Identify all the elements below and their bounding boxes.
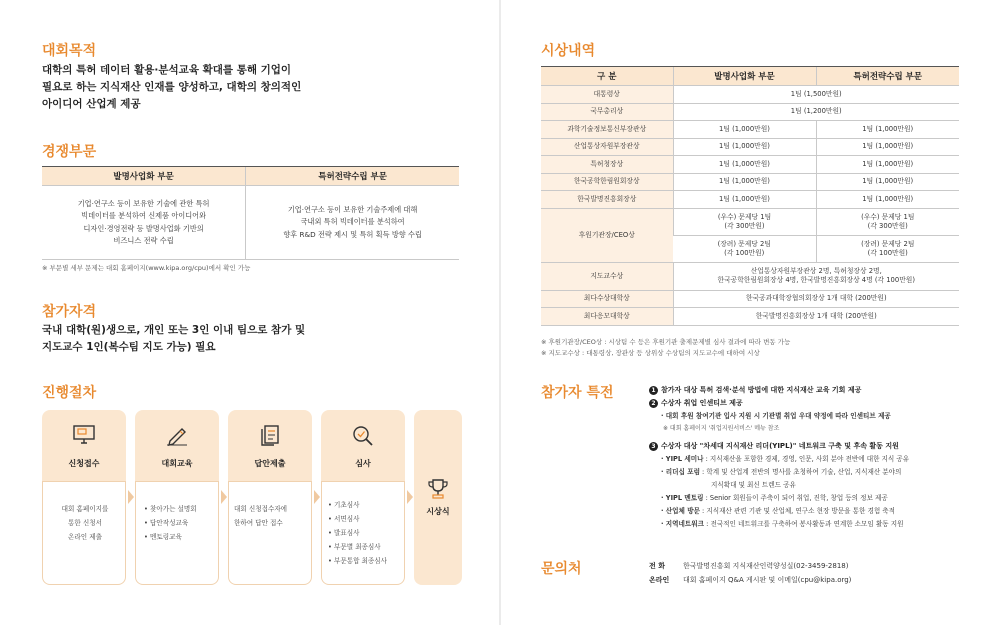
prizes-note: ※ 후원기관장/CEO상 : 시상팀 수 등은 후원기관 출제문제별 심사 결과에 따라 변동 가능 <box>541 338 791 346</box>
magnifier-icon <box>351 424 375 446</box>
table-row: (장려) 문제당 2팀 (각 100만원) (장려) 문제당 2팀 (각 100만원) <box>541 235 959 262</box>
categories-title: 경쟁부문 <box>42 144 97 160</box>
eligibility-text: 국내 대학(원)생으로, 개인 또는 3인 이내 팀으로 참가 및 지도교수 1인(복수팀 지도 가능) 필요 <box>42 324 306 353</box>
contact-title: 문의처 <box>541 561 582 577</box>
contact-info: 전 화 한국발명진흥회 지식재산인력양성실(02-3459-2818) 온라인 대회 홈페이지 Q&A 게시판 및 이메일(cpu@kipa.org) <box>649 562 852 584</box>
process-steps <box>42 410 462 585</box>
monitor-icon <box>72 424 96 446</box>
list-sub: · 산업체 방문 : 지식재산 관련 기관 및 산업체, 연구소 현장 방문을 통한 경험 축적 <box>661 507 896 515</box>
table-header: 특허전략수립 부문 <box>246 167 459 186</box>
table-row: 산업통상자원부장관상 1팀 (1,000만원) 1팀 (1,000만원) <box>541 138 959 156</box>
arrow-icon <box>221 490 227 504</box>
step-desc: • 찾아가는 설명회 • 답안작성교육 • 멘토링교육 <box>144 505 197 541</box>
eligibility-title: 참가자격 <box>42 304 97 320</box>
list-sub: · 대회 후원 참여기관 입사 지원 시 기관별 취업 우대 약정에 따라 인센티브 제공 <box>661 412 891 420</box>
table-cell: 기업·연구소 등이 보유한 기술주제에 대해 국내외 특허 빅데이터를 분석하여 향후 R&D 전략 제시 및 특허 획득 방향 수립 <box>246 186 459 260</box>
step-label: 신청접수 <box>68 459 100 468</box>
list-item: 3 수상자 대상 "차세대 지식재산 리더(YIPL)" 네트워크 구축 및 후속 활동 지원 <box>649 440 969 453</box>
trophy-icon <box>426 478 450 500</box>
arrow-icon <box>314 490 320 504</box>
step-label: 답안제출 <box>254 459 286 468</box>
step-submission <box>228 410 312 585</box>
purpose-text: 대학의 특허 데이터 활용·분석교육 확대를 통해 기업이 필요로 하는 지식재산 인재를 양성하고, 대학의 창의적인 아이디어 산업계 제공 <box>42 64 302 110</box>
table-row: 최다수상대학상 한국공과대학장협의회장상 1개 대학 (200만원) <box>541 290 959 308</box>
benefits-list <box>649 384 969 531</box>
prizes-note: ※ 지도교수상 : 대통령상, 장관상 등 상위상 수상팀의 지도교수에 대하여 시상 <box>541 349 760 357</box>
list-note: ※ 대회 홈페이지 '취업지원서비스' 메뉴 참조 <box>663 425 780 432</box>
table-row: 국무총리상 1팀 (1,200만원) <box>541 103 959 121</box>
list-item: 1 참가자 대상 특허 검색·분석 방법에 대한 지식재산 교육 기회 제공 <box>649 384 969 397</box>
step-education <box>135 410 219 585</box>
table-row: 후원기관장/CEO상 (우수) 문제당 1팀 (각 300만원) (우수) 문제당 1팀 (각 300만원) <box>541 208 959 235</box>
step-ceremony <box>414 410 462 585</box>
process-title: 진행절차 <box>42 385 97 401</box>
categories-table <box>42 166 459 260</box>
table-row: 한국발명진흥회장상 1팀 (1,000만원) 1팀 (1,000만원) <box>541 191 959 209</box>
step-desc: • 기초심사 • 서면심사 • 발표심사 • 부문별 최종심사 • 부문통합 최종심사 <box>328 501 388 565</box>
categories-note: ※ 부문별 세부 문제는 대회 홈페이지(www.kipa.org/cpu)에서 확인 가능 <box>42 264 251 272</box>
left-page <box>42 0 462 625</box>
arrow-icon <box>407 490 413 504</box>
list-sub: · YIPL 멘토링 : Senior 회원들이 주축이 되어 취업, 진학, 창업 등의 정보 제공 <box>661 494 888 502</box>
table-header: 특허전략수립 부문 <box>816 67 959 86</box>
purpose-title: 대회목적 <box>42 43 97 59</box>
document-icon <box>258 424 282 446</box>
step-desc: 대회 홈페이지를 통한 신청서 온라인 제출 <box>61 505 109 541</box>
list-sub: · 리더십 포럼 : 학계 및 산업계 전반의 명사를 초청하여 기술, 산업, 지식재산 분야의 <box>661 468 902 476</box>
right-page <box>541 0 959 625</box>
table-row: 과학기술정보통신부장관상 1팀 (1,000만원) 1팀 (1,000만원) <box>541 121 959 139</box>
list-sub: · 지역네트워크 : 전국적인 네트워크를 구축하여 봉사활동과 연계한 소모임 활동 지원 <box>661 520 904 528</box>
step-label: 심사 <box>355 459 371 468</box>
table-header: 발명사업화 부문 <box>673 67 816 86</box>
list-item: 2 수상자 취업 인센티브 제공 <box>649 397 969 410</box>
page-gutter <box>499 0 501 625</box>
list-sub: 지식확대 및 최신 트렌드 공유 <box>711 481 796 489</box>
step-review <box>321 410 405 585</box>
benefits-title: 참가자 특전 <box>541 385 614 401</box>
table-row: 최다응모대학상 한국발명진흥회장상 1개 대학 (200만원) <box>541 308 959 326</box>
prizes-table <box>541 66 959 326</box>
table-row: 대통령상 1팀 (1,500만원) <box>541 86 959 104</box>
pen-icon <box>165 424 189 446</box>
table-header: 발명사업화 부문 <box>42 167 246 186</box>
table-row: 특허청장상 1팀 (1,000만원) 1팀 (1,000만원) <box>541 156 959 174</box>
table-row: 한국공학한림원회장상 1팀 (1,000만원) 1팀 (1,000만원) <box>541 173 959 191</box>
list-sub: · YIPL 세미나 : 지식재산을 포함한 경제, 경영, 인문, 사회 분야 전반에 대한 지식 공유 <box>661 455 910 463</box>
table-header: 구 분 <box>541 67 673 86</box>
arrow-icon <box>128 490 134 504</box>
step-desc: 대회 신청접수자에 한하여 답안 접수 <box>234 505 288 527</box>
step-label: 시상식 <box>426 507 450 516</box>
step-label: 대회교육 <box>161 459 193 468</box>
prizes-title: 시상내역 <box>541 43 596 59</box>
table-row: 지도교수상 산업통상자원부장관상 2명, 특허청장상 2명, 한국공학한림원회장상 4명, 한국발명진흥회장상 4명 (각 100만원) <box>541 262 959 290</box>
table-cell: 기업·연구소 등이 보유한 기술에 관한 특허 빅데이터를 분석하여 신제품 아이디어와 디자인·경영전략 등 발명사업화 기반의 비즈니스 전략 수립 <box>42 186 246 260</box>
step-application <box>42 410 126 585</box>
